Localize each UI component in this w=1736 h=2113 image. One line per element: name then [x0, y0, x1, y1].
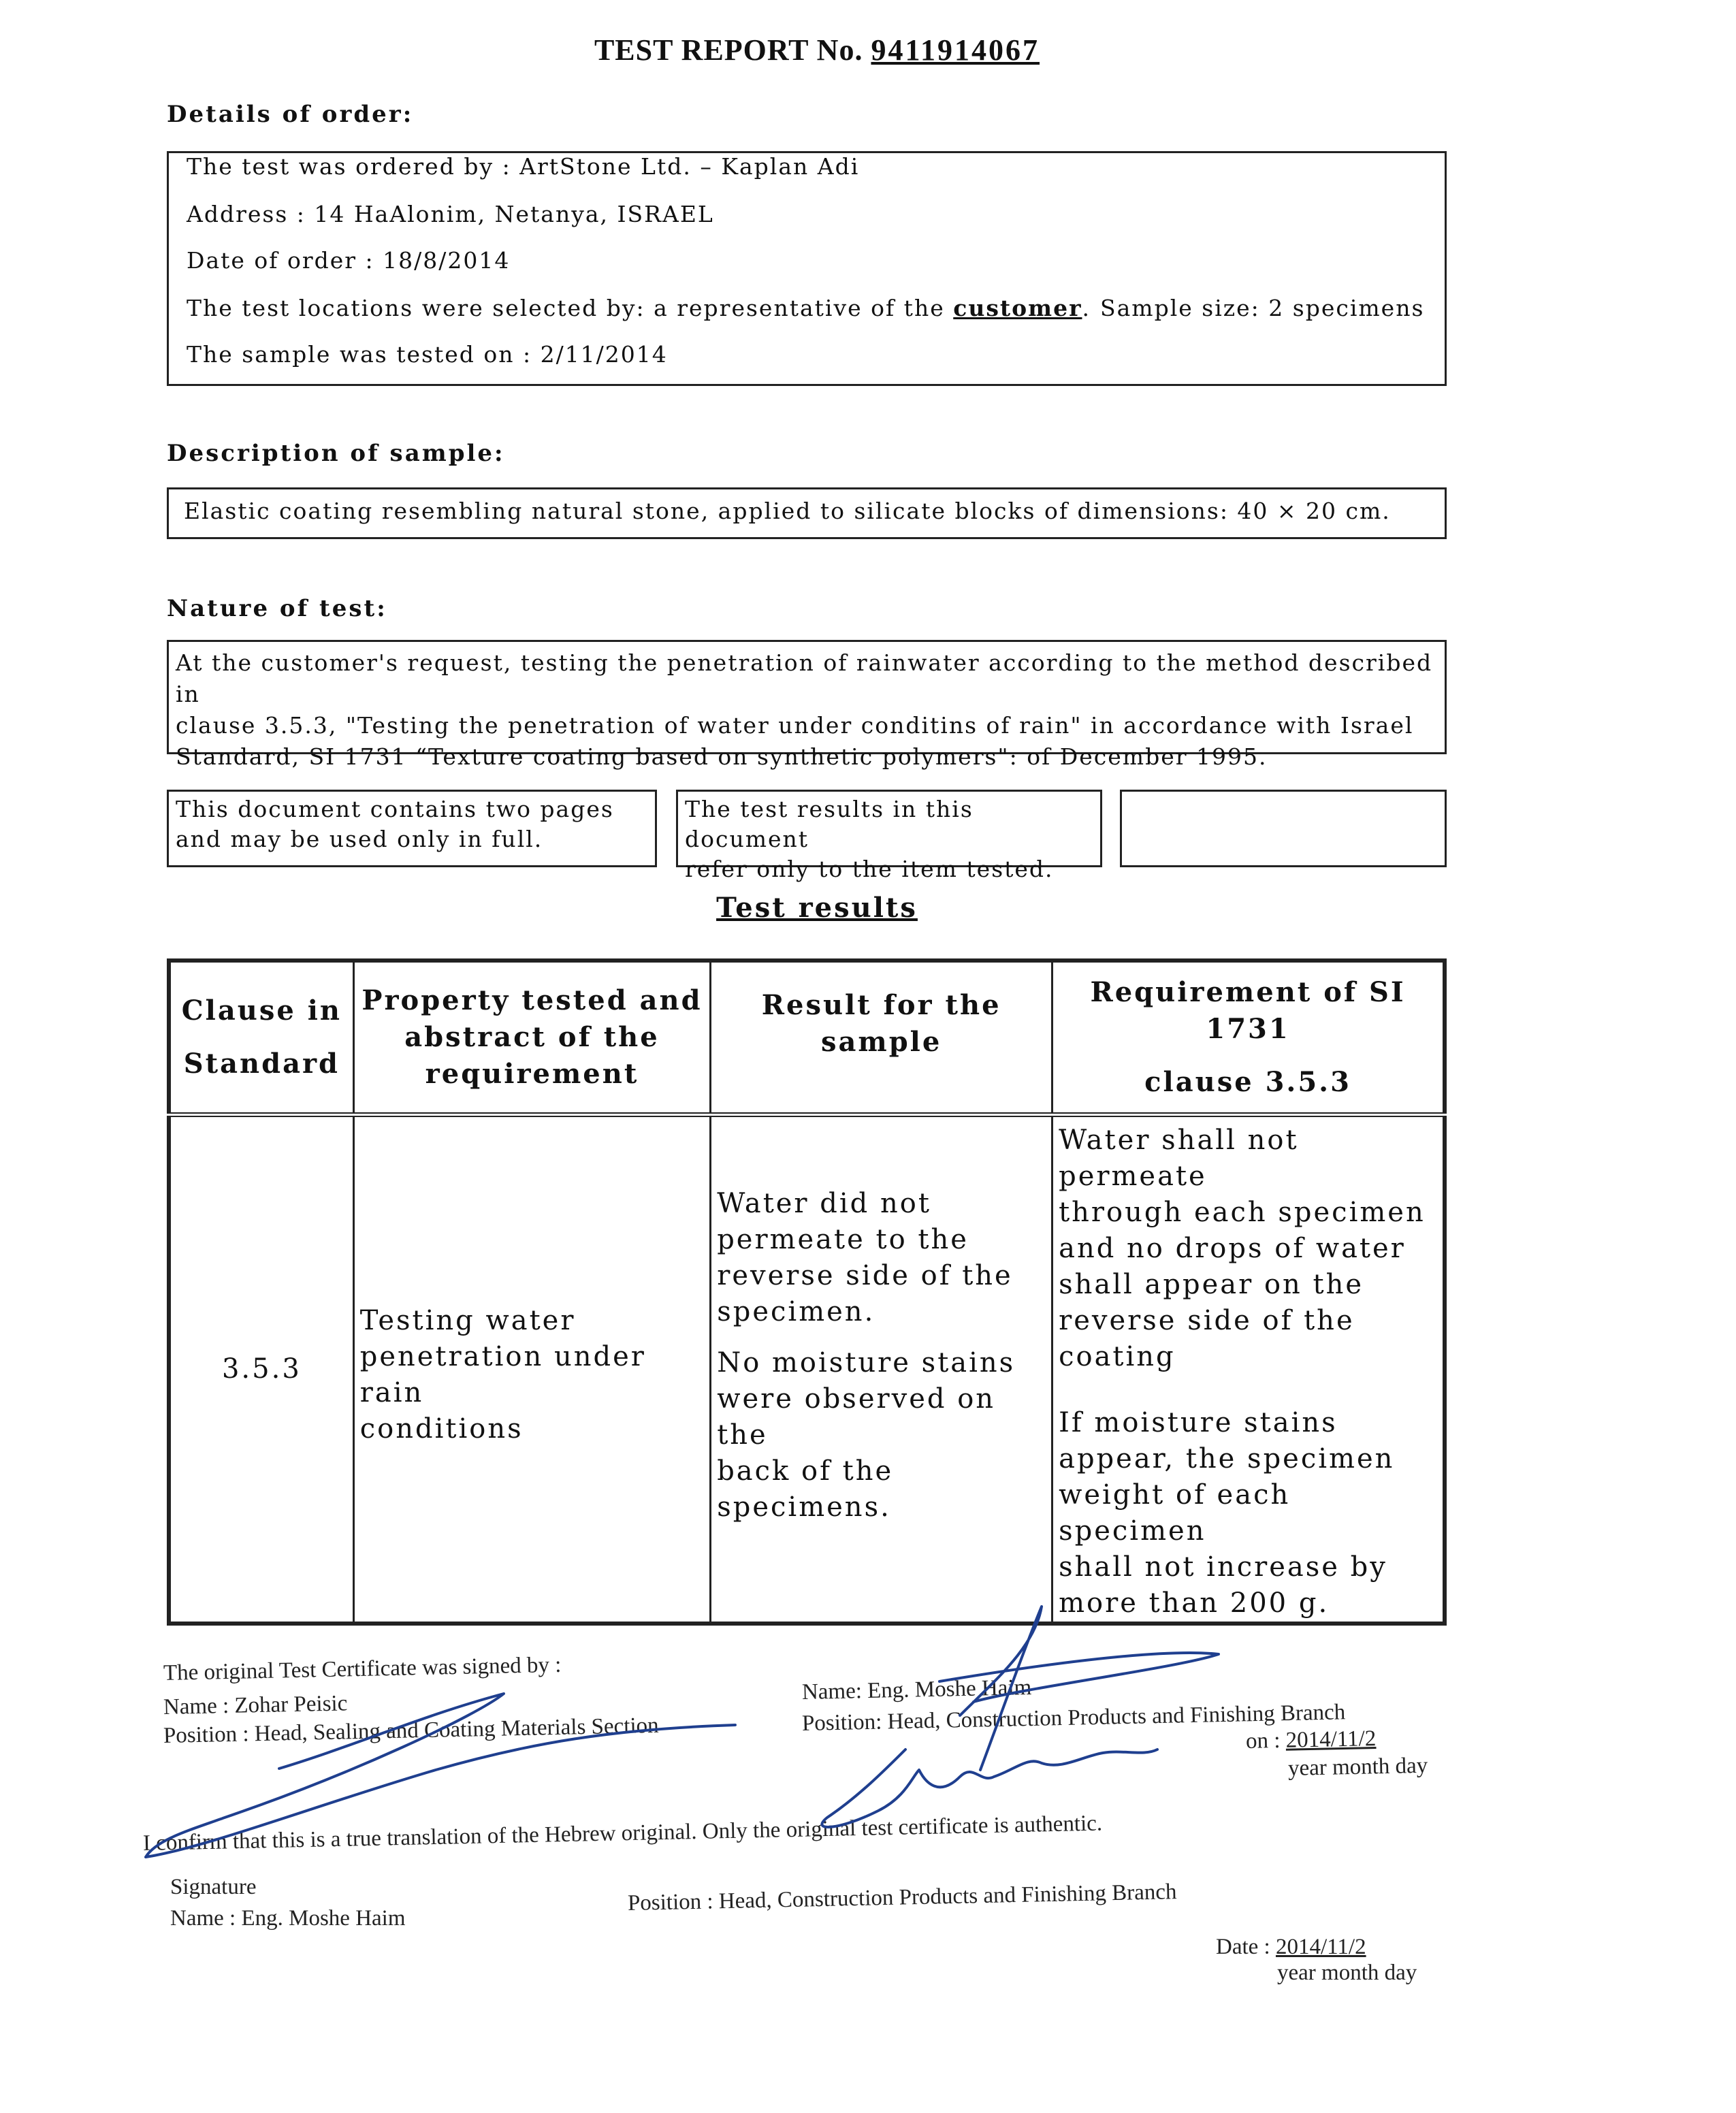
header-property-2: abstract of the — [404, 1021, 660, 1053]
header-requirement — [1052, 961, 1445, 1115]
cell-clause-text: 3.5.3 — [221, 1353, 302, 1385]
on-date-ymd: year month day — [1287, 1753, 1428, 1781]
pages-notice-line-2: and may be used only in full. — [176, 826, 543, 852]
cell-result-line: were observed on the — [717, 1383, 996, 1451]
order-details-box — [167, 151, 1447, 386]
header-result-text: Result for the sample — [761, 989, 1001, 1058]
test-locations — [187, 295, 1091, 321]
position-right: Position: Head, Construction Products and Finishing Branch — [801, 1700, 1346, 1736]
cell-requirement-line: Water shall not permeate — [1059, 1125, 1299, 1192]
cell-result-line: back of the — [717, 1455, 894, 1487]
date-bottom-label: Date : — [1216, 1935, 1270, 1959]
name-bottom: Name : Eng. Moshe Haim — [170, 1906, 406, 1931]
cell-requirement-line: more than 200 g. — [1059, 1587, 1330, 1619]
header-property — [353, 961, 710, 1115]
date-bottom-ymd: year month day — [1277, 1961, 1417, 1985]
results-notice-line-2: refer only to the item tested. — [685, 856, 1054, 882]
header-clause — [169, 961, 353, 1115]
signed-by-label: The original Test Certificate was signed by : — [163, 1652, 562, 1685]
cell-clause — [169, 1115, 353, 1624]
cell-requirement-line: shall not increase by — [1059, 1551, 1387, 1583]
date-of-order: Date of order : 18/8/2014 — [187, 247, 511, 274]
cell-requirement-line: coating — [1059, 1341, 1176, 1372]
on-date — [1246, 1726, 1377, 1754]
test-locations-prefix: The test locations were selected by: a representative of the — [187, 295, 945, 321]
header-clause-2: Standard — [183, 1048, 340, 1080]
on-date-label: on : — [1245, 1728, 1281, 1754]
sample-size: Sample size: 2 specimens — [1100, 295, 1425, 321]
cell-result-line: permeate to the — [717, 1224, 969, 1255]
cell-property — [353, 1115, 710, 1624]
results-table — [167, 958, 1447, 1626]
pages-notice-line-1: This document contains two pages — [176, 796, 614, 822]
empty-notice-box — [1120, 790, 1447, 867]
cell-requirement-line: shall appear on the — [1059, 1269, 1364, 1300]
table-row — [169, 1115, 1445, 1624]
cell-requirement-line: appear, the specimen — [1059, 1443, 1395, 1474]
header-result — [711, 961, 1052, 1115]
date-bottom-value: 2014/11/2 — [1275, 1935, 1366, 1959]
cell-result-line: Water did not — [717, 1188, 931, 1219]
test-locations-suffix: . — [1082, 295, 1091, 321]
cell-requirement-line: reverse side of the — [1059, 1305, 1355, 1336]
cell-requirement — [1052, 1115, 1445, 1624]
test-results-title: Test results — [716, 892, 918, 924]
header-property-1: Property tested and — [361, 984, 703, 1016]
pages-notice-box — [167, 790, 657, 867]
report-number: 9411914067 — [871, 33, 1040, 67]
cell-requirement-line: weight of each specimen — [1059, 1479, 1291, 1547]
position-bottom: Position : Head, Construction Products and Finishing Branch — [627, 1880, 1177, 1916]
name-right: Name: Eng. Moshe Haim — [801, 1675, 1032, 1705]
header-clause-1: Clause in — [181, 995, 342, 1027]
report-title-prefix: TEST REPORT No. — [594, 33, 863, 67]
cell-requirement-line: and no drops of water — [1059, 1233, 1406, 1264]
description-box — [167, 487, 1447, 539]
header-requirement-2: clause 3.5.3 — [1144, 1066, 1351, 1098]
header-property-3: requirement — [425, 1058, 639, 1090]
cell-requirement-line: If moisture stains — [1059, 1407, 1338, 1438]
header-requirement-1: Requirement of SI 1731 — [1090, 976, 1406, 1045]
cell-result-line: No moisture stains — [717, 1347, 1016, 1378]
position-left: Position : Head, Sealing and Coating Materials Section — [163, 1713, 659, 1748]
test-locations-customer: customer — [953, 295, 1082, 321]
description-label: Description of sample: — [167, 440, 505, 467]
confirm-statement: I confirm that this is a true translation of the Hebrew original. Only the original test certificate is authentic. — [142, 1811, 1103, 1856]
details-label: Details of order: — [167, 101, 414, 128]
name-left: Name : Zohar Peisic — [163, 1691, 348, 1720]
description-text: Elastic coating resembling natural stone, applied to silicate blocks of dimensions: 40 × 20 cm. — [184, 498, 1391, 524]
cell-result-line: specimens. — [717, 1491, 891, 1523]
cell-property-line: Testing water — [359, 1304, 576, 1336]
cell-result-line: specimen. — [717, 1296, 875, 1327]
nature-line-2: clause 3.5.3, "Testing the penetration of water under conditins of rain" in accordance with Israel — [176, 712, 1414, 739]
nature-label: Nature of test: — [167, 595, 387, 622]
nature-line-1: At the customer's request, testing the penetration of rainwater according to the method described in — [176, 649, 1433, 707]
nature-box — [167, 640, 1447, 770]
tested-on: The sample was tested on : 2/11/2014 — [187, 341, 668, 368]
report-title — [0, 33, 1634, 67]
on-date-value: 2014/11/2 — [1285, 1726, 1377, 1753]
signature-label: Signature — [170, 1875, 257, 1899]
date-bottom — [1216, 1935, 1366, 1960]
results-notice-box — [676, 790, 1102, 882]
cell-property-line: penetration under rain — [359, 1340, 646, 1408]
nature-line-3: Standard, SI 1731 “Texture coating based on synthetic polymers": of December 1995. — [176, 743, 1268, 770]
address: Address : 14 HaAlonim, Netanya, ISRAEL — [187, 201, 714, 227]
cell-property-line: conditions — [359, 1413, 524, 1445]
results-header-row — [169, 961, 1445, 1115]
cell-result-line: reverse side of the — [717, 1260, 1013, 1291]
ordered-by: The test was ordered by : ArtStone Ltd. – Kaplan Adi — [187, 153, 860, 180]
results-notice-line-1: The test results in this document — [685, 796, 974, 852]
cell-requirement-line: through each specimen — [1059, 1197, 1426, 1228]
cell-result — [711, 1115, 1052, 1624]
